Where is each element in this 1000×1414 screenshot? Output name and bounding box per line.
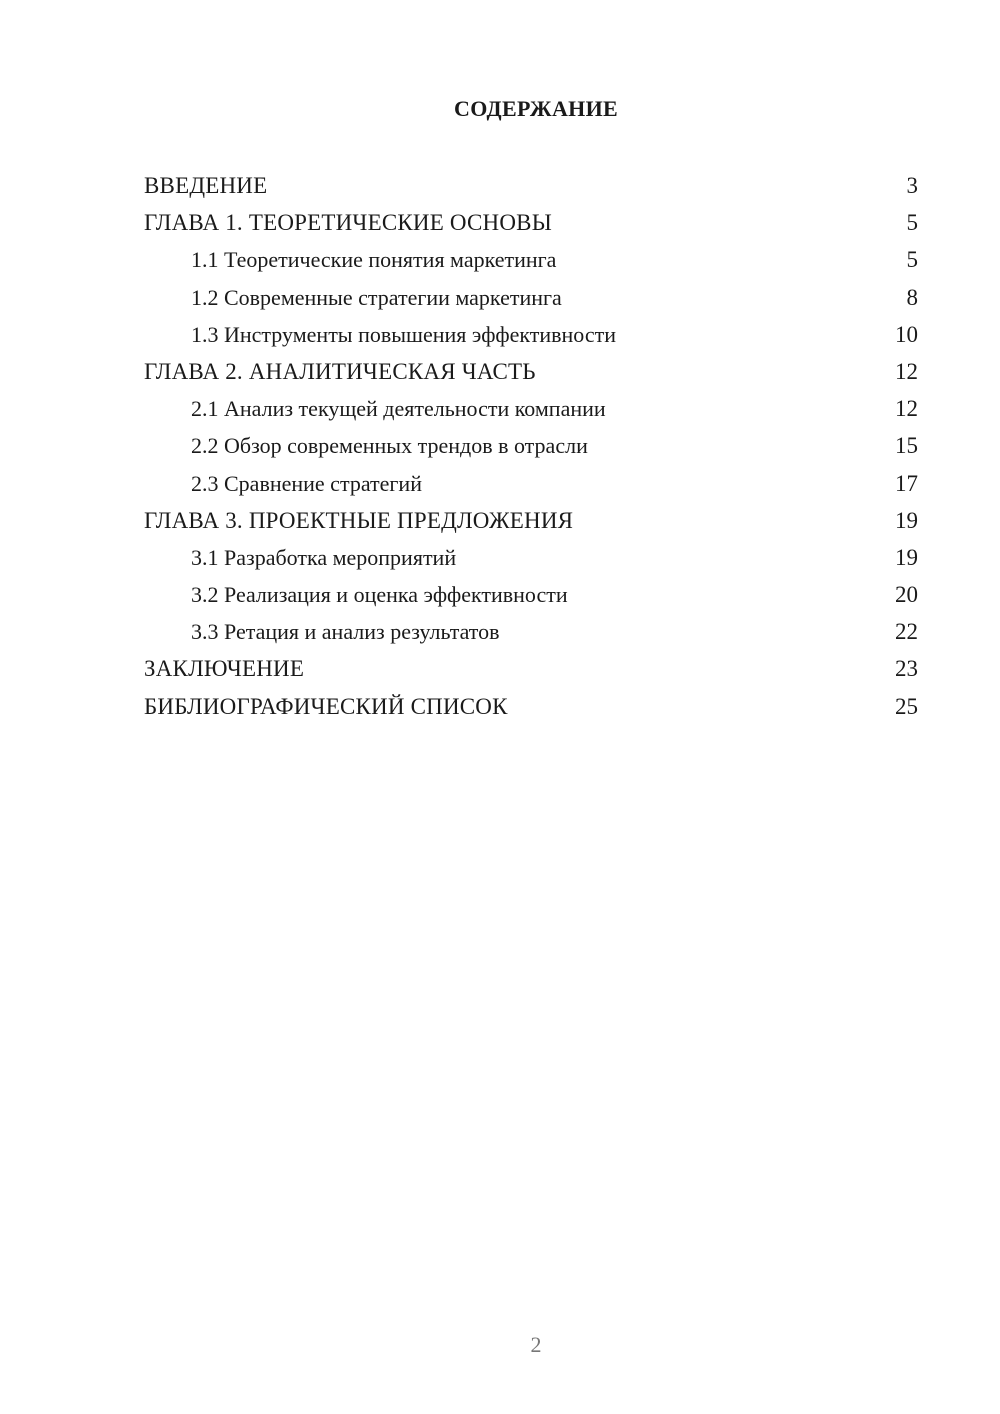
toc-entry-page: 12 [895, 396, 918, 422]
toc-entry[interactable] [144, 390, 918, 427]
toc-entry-page: 5 [906, 247, 918, 273]
toc-entry[interactable] [144, 241, 918, 278]
table-of-contents [144, 167, 918, 725]
toc-entry[interactable] [144, 502, 918, 539]
toc-entry[interactable] [144, 539, 918, 576]
toc-entry-label: 3.1 Разработка мероприятий [191, 544, 457, 570]
toc-entry[interactable] [144, 279, 918, 316]
toc-entry-label: 1.1 Теоретические понятия маркетинга [191, 247, 557, 273]
toc-entry-page: 23 [895, 656, 918, 682]
page-title: СОДЕРЖАНИЕ [454, 96, 618, 121]
toc-entry[interactable] [144, 613, 918, 650]
toc-entry[interactable] [144, 427, 918, 464]
toc-entry[interactable] [144, 650, 918, 687]
toc-entry-label: 3.2 Реализация и оценка эффективности [191, 582, 568, 608]
toc-entry[interactable] [144, 167, 918, 204]
toc-entry-label: БИБЛИОГРАФИЧЕСКИЙ СПИСОК [144, 693, 508, 719]
toc-entry-label: 1.2 Современные стратегии маркетинга [191, 284, 562, 310]
toc-entry-page: 19 [895, 544, 918, 570]
toc-entry-page: 3 [906, 173, 918, 198]
toc-entry[interactable] [144, 576, 918, 613]
toc-entry[interactable] [144, 353, 918, 390]
toc-entry-label: ЗАКЛЮЧЕНИЕ [144, 656, 305, 682]
toc-entry-page: 8 [906, 284, 918, 310]
toc-entry-page: 17 [895, 470, 918, 496]
toc-entry[interactable] [144, 688, 918, 725]
toc-entry-page: 25 [895, 693, 918, 719]
page-number: 2 [530, 1332, 542, 1357]
toc-entry[interactable] [144, 465, 918, 502]
toc-entry-label: ВВЕДЕНИЕ [144, 173, 268, 198]
toc-entry-label: 3.3 Ретация и анализ результатов [191, 619, 500, 645]
toc-entry-label: 2.2 Обзор современных трендов в отрасли [191, 433, 588, 459]
toc-entry-page: 15 [895, 433, 918, 459]
toc-entry-label: ГЛАВА 2. АНАЛИТИЧЕСКАЯ ЧАСТЬ [144, 358, 536, 384]
toc-entry-page: 20 [895, 582, 918, 608]
toc-entry-label: ГЛАВА 3. ПРОЕКТНЫЕ ПРЕДЛОЖЕНИЯ [144, 507, 574, 533]
toc-entry-page: 5 [906, 210, 918, 236]
toc-entry-label: 2.1 Анализ текущей деятельности компании [191, 396, 606, 422]
toc-entry-label: 1.3 Инструменты повышения эффективности [191, 321, 617, 347]
toc-entry-page: 22 [895, 619, 918, 645]
toc-entry-label: 2.3 Сравнение стратегий [191, 470, 422, 496]
toc-entry-page: 10 [895, 321, 918, 347]
toc-entry-page: 12 [895, 358, 918, 384]
toc-entry-label: ГЛАВА 1. ТЕОРЕТИЧЕСКИЕ ОСНОВЫ [144, 210, 552, 236]
toc-entry-page: 19 [895, 507, 918, 533]
toc-entry[interactable] [144, 204, 918, 241]
toc-entry[interactable] [144, 316, 918, 353]
